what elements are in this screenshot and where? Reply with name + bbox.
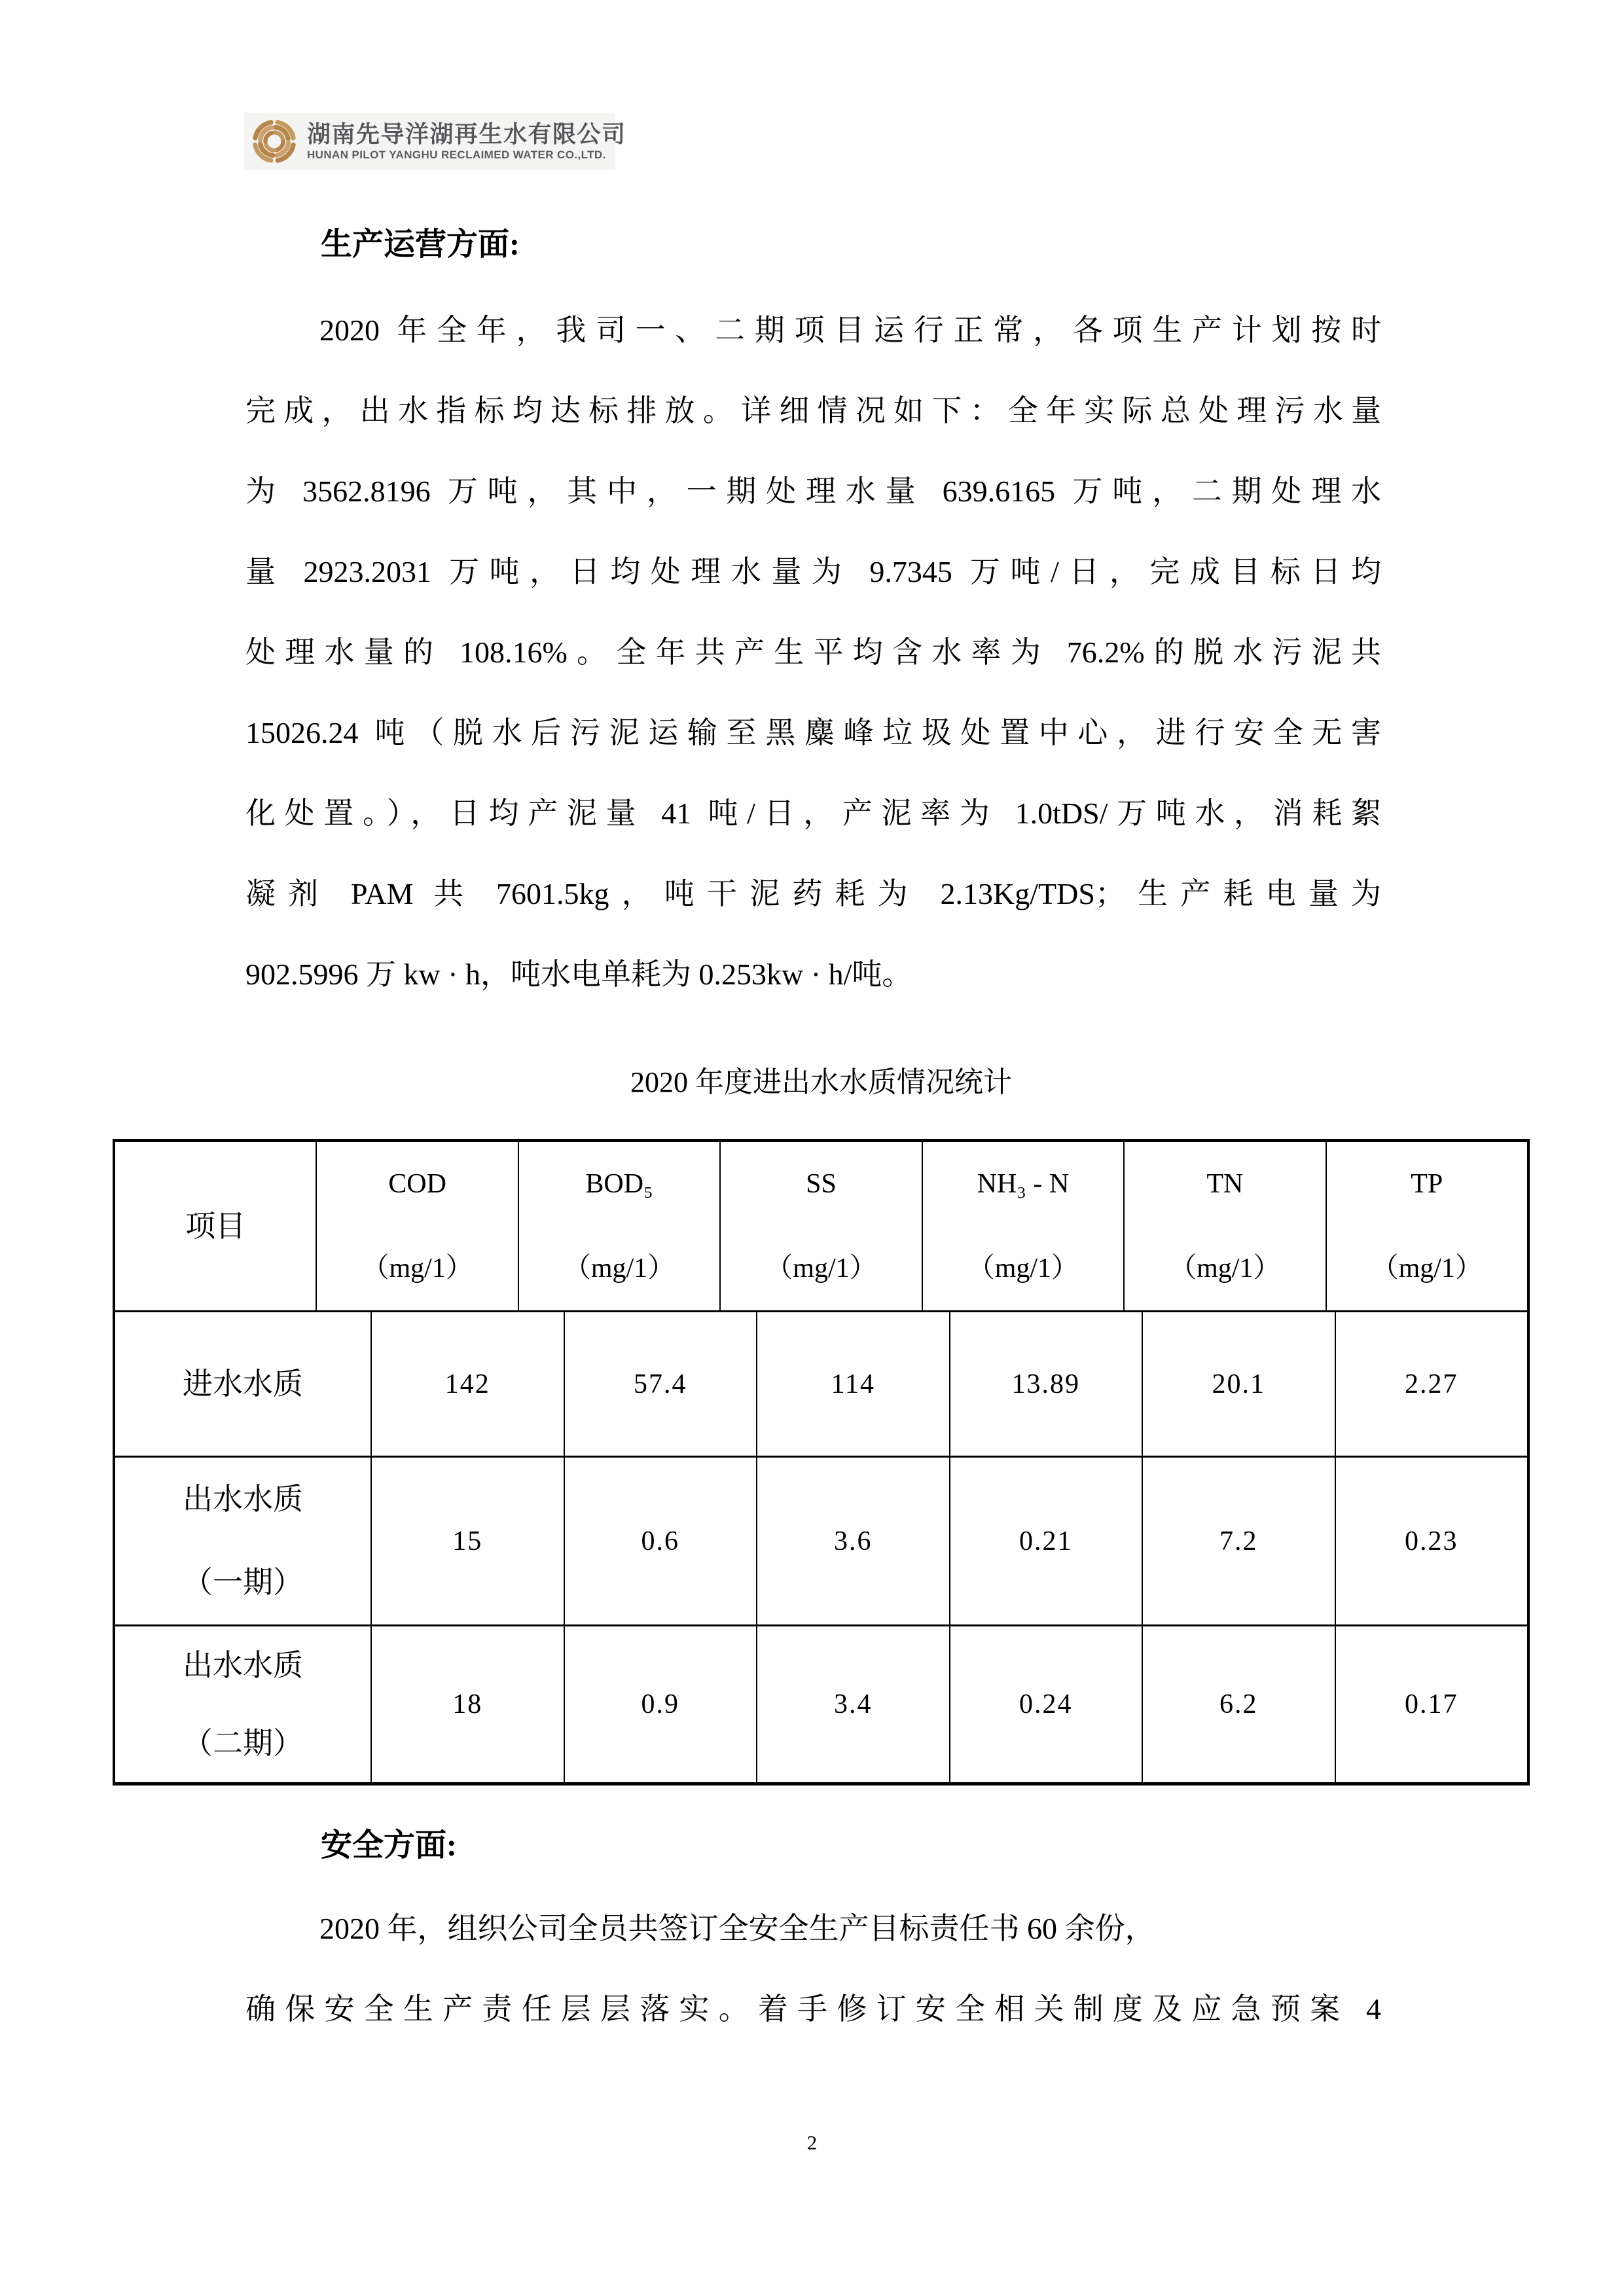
table-row	[115, 1458, 1527, 1626]
row-label-cell	[115, 1626, 372, 1782]
value-tn: 7.2	[1143, 1458, 1336, 1624]
value-cod: 142	[372, 1312, 565, 1456]
row-label-cell	[115, 1458, 372, 1624]
table-header-cell	[1125, 1142, 1326, 1310]
value-bod5: 0.9	[565, 1626, 758, 1782]
paragraph-line: 为 3562.8196 万吨，其中，一期处理水量 639.6165 万吨，二期处理水	[245, 475, 1382, 508]
paragraph-line: 完成，出水指标均达标排放。详细情况如下：全年实际总处理污水量	[245, 394, 1381, 427]
parameter-name: BOD₅	[585, 1169, 653, 1200]
value-nh3n: 0.24	[950, 1626, 1144, 1782]
production-section-heading: 生产运营方面:	[321, 227, 520, 262]
parameter-name: TN	[1206, 1169, 1244, 1200]
paragraph-line: 2020 年，组织公司全员共签订全安全生产目标责任书 60 余份，	[319, 1912, 1155, 1945]
value-cod: 15	[372, 1458, 565, 1624]
table-header-cell	[923, 1142, 1125, 1310]
table-header-cell	[519, 1142, 721, 1310]
row-sublabel: （一期）	[183, 1566, 303, 1600]
value-nh3n: 13.89	[950, 1312, 1144, 1456]
value-cod: 18	[372, 1626, 565, 1782]
safety-section-heading: 安全方面:	[321, 1828, 457, 1863]
table-row	[115, 1312, 1527, 1458]
parameter-unit: （mg/1）	[361, 1253, 473, 1283]
pinwheel-logo-icon	[248, 115, 300, 168]
paragraph-line: 15026.24 吨（脱水后污泥运输至黑麋峰垃圾处置中心，进行安全无害	[245, 716, 1381, 749]
parameter-unit: （mg/1）	[1169, 1253, 1281, 1283]
value-tp: 2.27	[1405, 1369, 1458, 1399]
value-nh3n: 0.21	[950, 1458, 1144, 1624]
value-bod5: 57.4	[565, 1312, 758, 1456]
value-ss: 3.4	[757, 1626, 950, 1782]
page-number: 2	[806, 2131, 818, 2154]
company-name-zh: 湖南先导洋湖再生水有限公司	[307, 120, 626, 148]
paragraph-line: 量 2923.2031 万吨，日均处理水量为 9.7345 万吨/日，完成目标日均	[245, 555, 1381, 588]
paragraph-line: 凝剂 PAM 共 7601.5kg，吨干泥药耗为 2.13Kg/TDS；生产耗电量为	[245, 877, 1381, 910]
parameter-name: TP	[1411, 1169, 1443, 1200]
table-header-item-cell	[115, 1142, 317, 1310]
parameter-unit: （mg/1）	[765, 1253, 877, 1283]
table-header-cell	[721, 1142, 922, 1310]
parameter-name: SS	[806, 1169, 837, 1200]
value-bod5: 0.6	[565, 1458, 758, 1624]
company-name-en: HUNAN PILOT YANGHU RECLAIMED WATER CO.,LTD.	[307, 148, 606, 161]
table-header-cell	[1327, 1142, 1527, 1310]
row-label-cell	[115, 1312, 372, 1456]
value-tp: 0.23	[1405, 1526, 1458, 1556]
table-header-cell	[317, 1142, 518, 1310]
table-title: 2020 年度进出水水质情况统计	[630, 1066, 1012, 1098]
safety-paragraph	[245, 1888, 1381, 2049]
paragraph-line: 确保安全生产责任层层落实。着手修订安全相关制度及应急预案 4	[245, 1992, 1381, 2026]
row-label: 出水水质	[183, 1648, 303, 1682]
company-name-block	[307, 121, 626, 161]
paragraph-line: 处理水量的 108.16%。全年共产生平均含水率为 76.2%的脱水污泥共	[245, 636, 1381, 669]
value-ss: 3.6	[757, 1458, 950, 1624]
table-header-item-label: 项目	[185, 1209, 246, 1243]
parameter-unit: （mg/1）	[563, 1253, 676, 1283]
value-tp: 0.17	[1405, 1689, 1458, 1719]
table-header-row	[115, 1142, 1527, 1312]
value-tn: 20.1	[1143, 1312, 1336, 1456]
row-label: 进水水质	[183, 1367, 303, 1401]
value-ss: 114	[757, 1312, 950, 1456]
paragraph-line: 化处置。），日均产泥量 41 吨/日，产泥率为 1.0tDS/万吨水，消耗絮	[245, 797, 1381, 830]
parameter-name: COD	[388, 1169, 446, 1200]
paragraph-line: 2020 年全年，我司一、二期项目运行正常，各项生产计划按时	[319, 314, 1381, 347]
water-quality-table	[113, 1139, 1530, 1785]
row-label: 出水水质	[183, 1482, 303, 1516]
parameter-unit: （mg/1）	[967, 1253, 1079, 1283]
production-paragraph	[245, 290, 1381, 1014]
company-logo	[244, 113, 626, 170]
table-row	[115, 1626, 1527, 1782]
value-tn: 6.2	[1143, 1626, 1336, 1782]
parameter-unit: （mg/1）	[1371, 1253, 1483, 1283]
paragraph-line: 902.5996 万 kw · h，吨水电单耗为 0.253kw · h/吨。	[245, 958, 912, 991]
row-sublabel: （二期）	[183, 1726, 303, 1760]
parameter-name: NH₃ - N	[977, 1169, 1070, 1200]
